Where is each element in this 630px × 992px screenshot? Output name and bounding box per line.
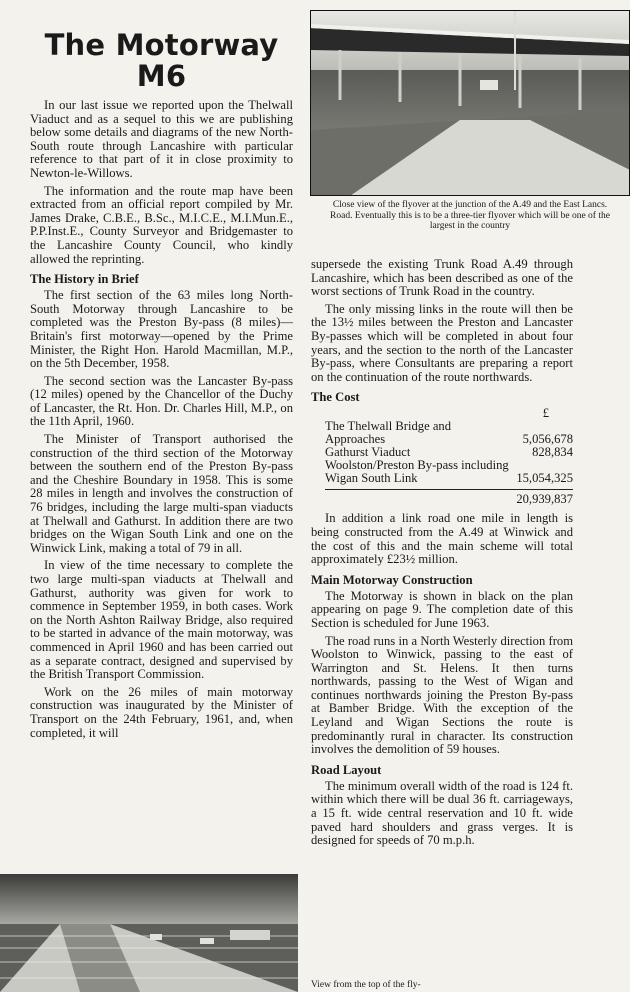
- cost-note: In addition a link road one mile in length is being constructed from the A.49 at Winwick and the cost of this and the main scheme will total approximately £23½ million.: [311, 511, 573, 567]
- motorway-view-image: [0, 874, 298, 992]
- motorway-view-photo: [0, 874, 298, 992]
- history-paragraph-4: In view of the time necessary to complete the two large multi-span viaducts at Thelwall and Gathurst, authority was given for work to commence in September 1959, in both cases. Work on the North Ashton Railway Bridge, also required to be started in advance of the main motorway, was commenced in April 1960 and has been carried out as a separate contract, designed and supervised by the British Transport Commission.: [30, 558, 293, 682]
- construction-paragraph-2: The road runs in a North Westerly direction from Woolston to Winwick, passing to the east of Warrington and St. Helens. It then turns northwards, passing to the West of Wigan and continues northwards joining the Preston By-pass at Bamber Bridge. With the exception of the Leyland and Wigan Sections the route is predominantly rural in character. Its construction involves the demolition of 59 houses.: [311, 633, 573, 757]
- history-heading: The History in Brief: [30, 272, 139, 287]
- cost-row: [325, 420, 573, 446]
- cost-item-amount: 828,834: [532, 445, 573, 460]
- history-paragraph-3: The Minister of Transport authorised the construction of the third section of the Motorway between the southern end of the Preston By-pass and the Cheshire Boundary in 1958. This is some 28 miles in length and involves the construction of 76 bridges, including the large multi-span viaducts at Thelwall and Gathurst. In addition there are two bridges on the Wigan South Link and one on the Winwick Link, making a total of 79 in all.: [30, 432, 293, 555]
- intro-paragraph-1: In our last issue we reported upon the Thelwall Viaduct and as a sequel to this we are publishing below some details and diagrams of the new North-South route through Lancashire with particular reference to that part of it in close proximity to Newton-le-Willows.: [30, 98, 293, 180]
- cost-row: [325, 459, 573, 485]
- road-layout-paragraph: The minimum overall width of the road is 124 ft. within which there will be dual 36 ft. carriageways, a 15 ft. wide central reservation and 10 ft. wide paved hard shoulders and grass verges. It is designed for speeds of 70 m.p.h.: [311, 778, 573, 848]
- history-paragraph-5: Work on the 26 miles of main motorway construction was inaugurated by the Minister of Transport on the 24th February, 1961, and, when completed, it will: [30, 684, 293, 740]
- photo-caption: Close view of the flyover at the junction of the A.49 and the East Lancs. Road. Eventually this is to be a three-tier flyover which will be one of the largest in the country: [330, 200, 610, 231]
- article-title: [30, 30, 293, 92]
- right-column: [311, 258, 573, 848]
- bottom-photo-caption: View from the top of the fly-: [311, 980, 421, 990]
- cost-heading: The Cost: [311, 390, 360, 405]
- continuation-paragraph-2: The only missing links in the route will then be the 13½ miles between the Preston and Lancaster By-passes which will be completed in about four years, and the section to the north of the Lancaster By-pass, where Consultants are preparing a report on the continuation of the route northwards.: [311, 301, 573, 384]
- intro-paragraph-2: The information and the route map have been extracted from an official report compiled by Mr. James Drake, C.B.E., B.Sc., M.I.C.E., M.I.Mun.E., P.P.Inst.E., County Surveyor and Bridgemaster to the Lancashire County Council, who kindly allowed the reprinting.: [30, 183, 293, 266]
- left-column: [30, 30, 293, 740]
- cost-item-amount: 15,054,325: [516, 471, 573, 486]
- flyover-photo: [310, 10, 630, 196]
- cost-item-amount: 5,056,678: [522, 432, 573, 447]
- road-layout-heading: Road Layout: [311, 762, 382, 777]
- cost-item-label: The Thelwall Bridge and Approaches: [325, 419, 452, 447]
- title-line-2: M6: [136, 59, 187, 93]
- history-paragraph-1: The first section of the 63 miles long North-South Motorway through Lancashire to be completed was the Preston By-pass (8 miles)—Britain's first motorway—opened by the Prime Minister, the Right Hon. Harold Macmillan, M.P., on the 5th December, 1958.: [30, 288, 293, 371]
- construction-paragraph-1: The Motorway is shown in black on the plan appearing on page 9. The completion date of this Section is scheduled for June 1963.: [311, 588, 573, 630]
- cost-item-label: Woolston/Preston By-pass including Wigan South Link: [325, 458, 509, 486]
- construction-heading: Main Motorway Construction: [311, 572, 473, 587]
- cost-total: 20,939,837: [325, 489, 573, 506]
- title-line-1: The Motorway: [44, 28, 279, 62]
- history-paragraph-2: The second section was the Lancaster By-pass (12 miles) opened by the Chancellor of the Duchy of Lancaster, the Rt. Hon. Dr. Charles Hill, M.P., on the 11th April, 1960.: [30, 373, 293, 429]
- cost-table: [325, 407, 573, 506]
- cost-currency: £: [542, 406, 549, 421]
- cost-item-label: Gathurst Viaduct: [325, 445, 411, 460]
- continuation-paragraph-1: supersede the existing Trunk Road A.49 through Lancashire, which has been described as one of the worst sections of Trunk Road in the country.: [311, 257, 573, 299]
- flyover-photo-image: [310, 10, 630, 196]
